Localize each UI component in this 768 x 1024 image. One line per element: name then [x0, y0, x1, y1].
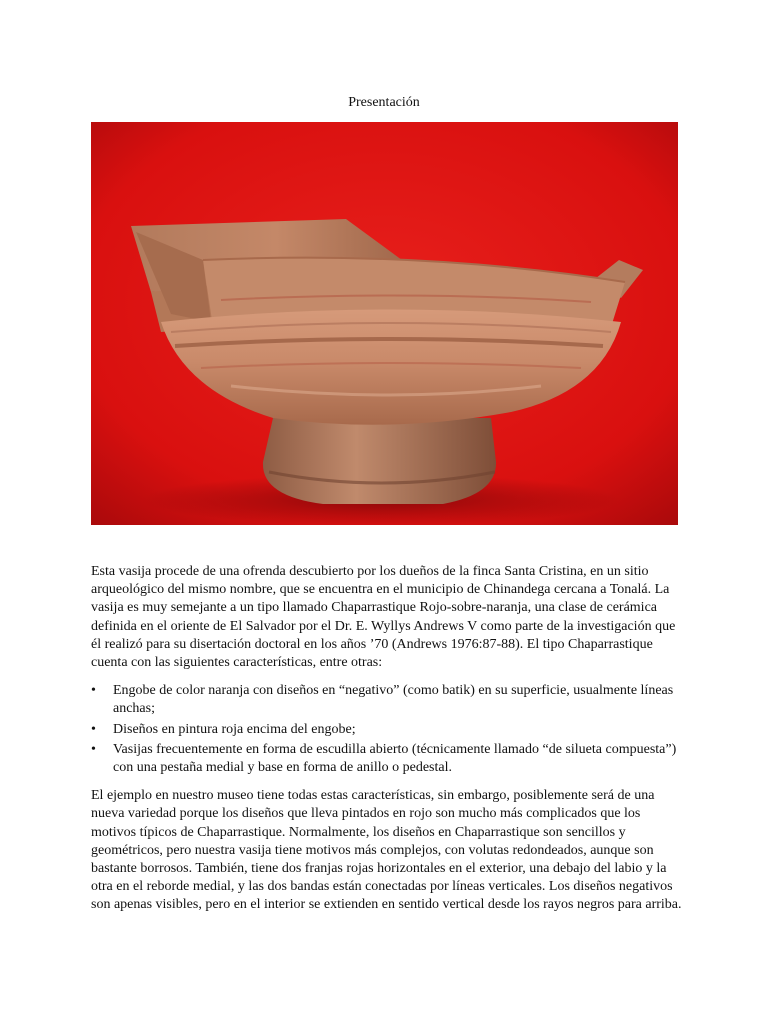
characteristics-list — [91, 682, 687, 777]
intro-paragraph: Esta vasija procede de una ofrenda descubierto por los dueños de la finca Santa Cristina, en un sitio arqueológico del mismo nombre, que se encuentra en el municipio de Chinandega cercana a Tonalá. La vasija es muy semejante a un tipo llamado Chaparrastique Rojo-sobre-naranja, una clase de cerámica definida en el oriente de El Salvador por el Dr. E. Wyllys Andrews V como parte de la investigación que él realizó para su disertación doctoral en los años ’70 (Andrews 1976:87-88). El tipo Chaparrastique cuenta con las siguientes características, entre otras: — [91, 564, 676, 671]
description-paragraph: El ejemplo en nuestro museo tiene todas estas características, sin embargo, posiblemente será de una nueva variedad porque los diseños que lleva pintados en rojo son mucho más complicados que los motivos típicos de Chaparrastique. Normalmente, los diseños en Chaparrastique son sencillos y geométricos, pero nuestra vasija tiene motivos más complejos, con volutas redondeados, aunque son bastante borrosos. También, tiene dos franjas rojas horizontales en el exterior, una debajo del labio y la otra en el reborde medial, y las dos bandas están conectadas por líneas verticales. Los diseños negativos son apenas visibles, pero en el interior se extienden en sentido vertical desde los rayos negros para arriba. — [91, 788, 682, 913]
list-item — [91, 682, 687, 718]
bullet-marker: • — [91, 741, 96, 757]
bullet-marker: • — [91, 721, 96, 737]
list-item-text: Diseños en pintura roja encima del engobe; — [113, 721, 356, 737]
page-title: Presentación — [348, 95, 420, 110]
list-item-text: Vasijas frecuentemente en forma de escudilla abierto (técnicamente llamado “de silueta compuesta”) con una pestaña medial y base en forma de anillo o pedestal. — [113, 741, 677, 776]
bullet-marker: • — [91, 683, 96, 699]
list-item — [91, 741, 687, 777]
vessel-photo — [91, 122, 678, 525]
body-text — [91, 563, 687, 915]
list-item-text: Engobe de color naranja con diseños en “negativo” (como batik) en su superficie, usualmente líneas anchas; — [113, 683, 674, 717]
list-item — [91, 721, 687, 739]
